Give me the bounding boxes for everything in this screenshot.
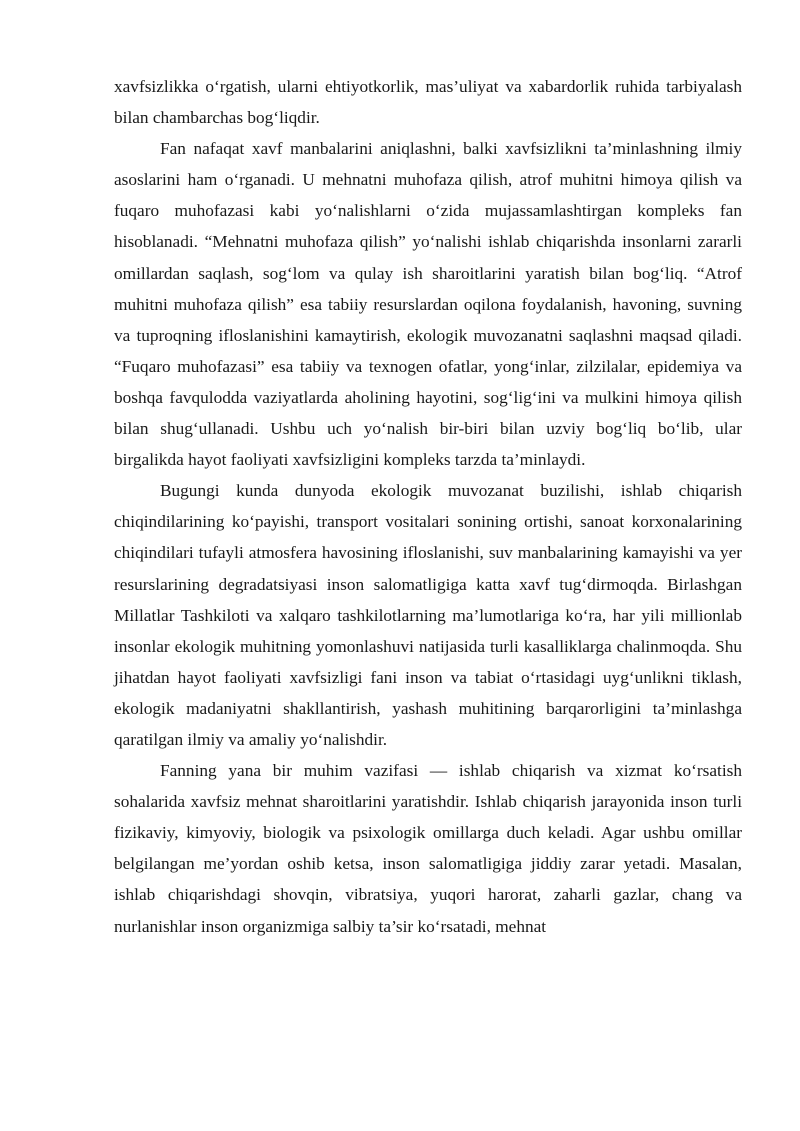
paragraph-fan-asoslari: Fan nafaqat xavf manbalarini aniqlashni, balki xavfsizlikni ta’minlashning ilmiy asoslarini ham o‘rganadi. U mehnatni muhofaza qilish, atrof muhitni himoya qilish va fuqaro muhofazasi kabi yo‘nalishlarni o‘zida mujassamlashtirgan kompleks fan hisoblanadi. “Mehnatni muhofaza qilish” yo‘nalishi ishlab chiqarishda insonlarni zararli omillardan saqlash, sog‘lom va qulay ish sharoitlarini yaratish bilan bog‘liq. “Atrof muhitni muhofaza qilish” esa tabiiy resurslardan oqilona foydalanish, havoning, suvning va tuproqning ifloslanishini kamaytirish, ekologik muvozanatni saqlashni maqsad qiladi. “Fuqaro muhofazasi” esa tabiiy va texnogen ofatlar, yong‘inlar, zilzilalar, epidemiya va boshqa favqulodda vaziyatlarda aholining hayotini, sog‘lig‘ini va mulkini himoya qilish bilan shug‘ullanadi. Ushbu uch yo‘nalish bir-biri bilan uzviy bog‘liq bo‘lib, ular birgalikda hayot faoliyati xavfsizligini kompleks tarzda ta’minlaydi. (114, 139, 742, 470)
paragraph-continuation: xavfsizlikka o‘rgatish, ularni ehtiyotkorlik, mas’uliyat va xabardorlik ruhida tarbiyalash bilan chambarchas bog‘liqdir. (114, 77, 742, 128)
document-page (114, 71, 742, 942)
paragraph-ekologik-muvozanat: Bugungi kunda dunyoda ekologik muvozanat buzilishi, ishlab chiqarish chiqindilarining ko‘payishi, transport vositalari sonining ortishi, sanoat korxonalarining chiqindilari tufayli atmosfera havosining ifloslanishi, suv manbalarining kamayishi va yer resurslarining degradatsiyasi inson salomatligiga katta xavf tug‘dirmoqda. Birlashgan Millatlar Tashkiloti va xalqaro tashkilotlarning ma’lumotlariga ko‘ra, har yili millionlab insonlar ekologik muhitning yomonlashuvi natijasida turli kasalliklarga chalinmoqda. Shu jihatdan hayot faoliyati xavfsizligi fani inson va tabiat o‘rtasidagi uyg‘unlikni tiklash, ekologik madaniyatni shakllantirish, yashash muhitining barqarorligini ta’minlashga qaratilgan ilmiy va amaliy yo‘nalishdir. (114, 481, 742, 749)
paragraph-mehnat-sharoitlari: Fanning yana bir muhim vazifasi — ishlab chiqarish va xizmat ko‘rsatish sohalarida xavfsiz mehnat sharoitlarini yaratishdir. Ishlab chiqarish jarayonida inson turli fizikaviy, kimyoviy, biologik va psixologik omillarga duch keladi. Agar ushbu omillar belgilangan me’yordan oshib ketsa, inson salomatligiga jiddiy zarar yetadi. Masalan, ishlab chiqarishdagi shovqin, vibratsiya, yuqori harorat, zaharli gazlar, chang va nurlanishlar inson organizmiga salbiy ta’sir ko‘rsatadi, mehnat (114, 761, 742, 936)
